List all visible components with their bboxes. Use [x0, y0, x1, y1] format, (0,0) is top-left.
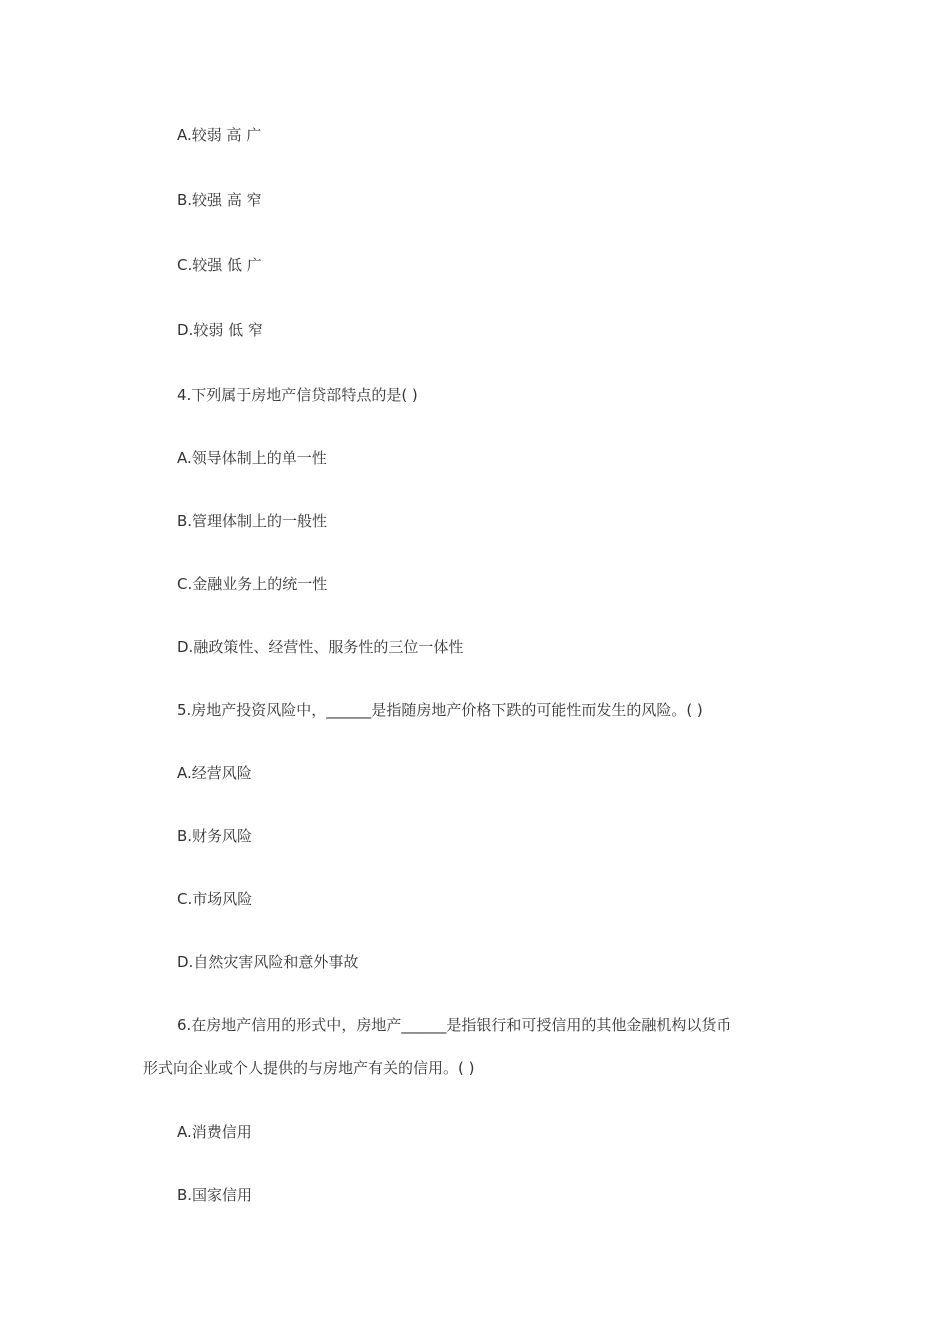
question-4: 4.下列属于房地产信贷部特点的是( ) [177, 386, 418, 404]
question-6-line-1: 6.在房地产信用的形式中，房地产______是指银行和可授信用的其他金融机构以货币 [177, 1016, 732, 1034]
option-a-q4: A.领导体制上的单一性 [177, 449, 327, 467]
option-d-q3: D.较弱 低 窄 [177, 321, 263, 339]
option-b-q4: B.管理体制上的一般性 [177, 512, 328, 530]
option-b-q6: B.国家信用 [177, 1186, 253, 1204]
question-5: 5.房地产投资风险中，______是指随房地产价格下跌的可能性而发生的风险。( ) [177, 701, 703, 719]
option-c-q4: C.金融业务上的统一性 [177, 575, 328, 593]
option-d-q5: D.自然灾害风险和意外事故 [177, 953, 359, 971]
option-c-q5: C.市场风险 [177, 890, 253, 908]
option-a-q5: A.经营风险 [177, 764, 252, 782]
option-a-q6: A.消费信用 [177, 1123, 252, 1141]
option-b-q3: B.较强 高 窄 [177, 191, 262, 209]
option-d-q4: D.融政策性、经营性、服务性的三位一体性 [177, 638, 464, 656]
option-b-q5: B.财务风险 [177, 827, 253, 845]
option-a-q3: A.较弱 高 广 [177, 126, 262, 144]
question-6-line-2: 形式向企业或个人提供的与房地产有关的信用。( ) [143, 1059, 475, 1077]
option-c-q3: C.较强 低 广 [177, 256, 262, 274]
